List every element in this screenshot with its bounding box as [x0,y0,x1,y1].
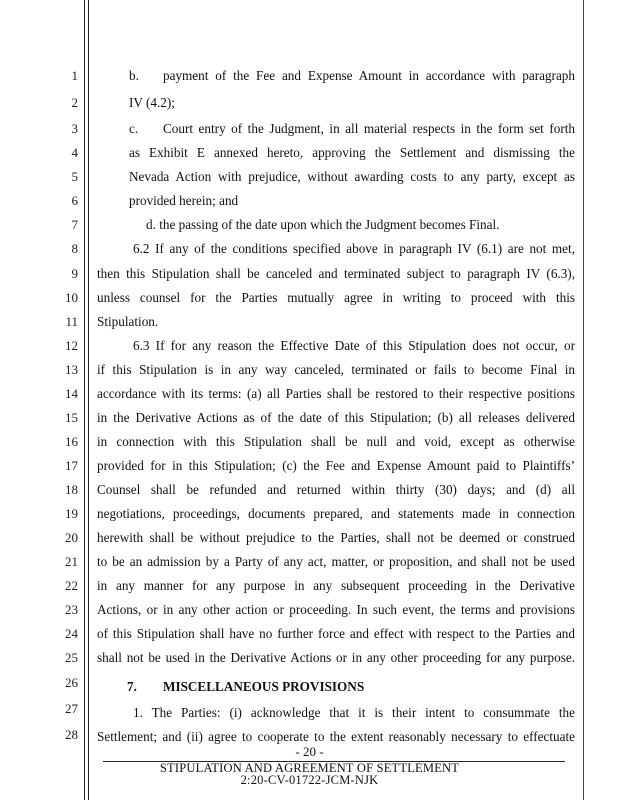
text-line: 6.3 If for any reason the Effective Date of this Stipulation does not occur, or [133,338,575,353]
text-line: in the Derivative Actions as of the date of this Stipulation; (b) all releases delivered [97,410,575,425]
line-number: 22 [65,578,78,593]
line-number: 25 [65,650,78,665]
text-line: payment of the Fee and Expense Amount in accordance with paragraph [163,68,575,83]
text-line: Settlement; and (ii) agree to cooperate to the extent reasonably necessary to effectuate [97,729,575,744]
text-line: Actions, or in any other action or proceeding. In such event, the terms and provisions [97,602,575,617]
text-line: IV (4.2); [129,95,175,110]
section-heading: MISCELLANEOUS PROVISIONS [163,679,365,694]
line-number: 6 [71,193,78,208]
text-line: negotiations, proceedings, documents prepared, and statements made in connection [97,506,575,521]
line-number: 13 [65,362,78,377]
line-number: 1 [71,68,78,83]
text-line: Nevada Action with prejudice, without awarding costs to any party, except as [129,169,575,184]
text-line: then this Stipulation shall be canceled and terminated subject to paragraph IV (6.3), [97,266,575,281]
footer-title: STIPULATION AND AGREEMENT OF SETTLEMENT [159,761,460,775]
line-number: 27 [65,701,78,716]
text-line: Stipulation. [97,314,159,329]
line-number: 7 [71,217,78,232]
line-number: 21 [65,554,78,569]
line-number: 26 [65,675,78,690]
text-line: to be an admission by a Party of any act, matter, or proposition, and shall not be used [97,554,575,569]
text-line: if this Stipulation is in any way canceled, terminated or fails to become Final in [97,362,575,377]
line-number: 11 [65,314,78,329]
text-line: 6.2 If any of the conditions specified above in paragraph IV (6.1) are not met, [133,241,575,256]
line-number: 16 [65,434,78,449]
line-number: 23 [65,602,78,617]
text-line: 1. The Parties: (i) acknowledge that it is their intent to consummate the [133,705,575,720]
line-number: 19 [65,506,78,521]
line-number: 18 [65,482,78,497]
line-number: 15 [65,410,78,425]
left-margin-rule-inner [88,0,89,800]
footer-case-number: 2:20-CV-01722-JCM-NJK [240,773,379,787]
line-number: 10 [65,290,78,305]
text-line: provided for in this Stipulation; (c) the Fee and Expense Amount paid to Plaintiffs’ [97,458,575,473]
line-number: 3 [71,121,78,136]
text-line: accordance with its terms: (a) all Parties shall be restored to their respective positions [97,386,575,401]
line-number: 2 [71,95,78,110]
line-number: 5 [71,169,78,184]
text-line: d. the passing of the date upon which the Judgment becomes Final. [146,217,500,232]
right-margin-rule [583,0,584,800]
text-line: in any manner for any purpose in any subsequent proceeding in the Derivative [97,578,575,593]
text-line: shall not be used in the Derivative Actions or in any other proceeding for any purpose. [97,650,575,665]
line-number: 9 [71,266,78,281]
line-number: 14 [65,386,78,401]
line-number: 8 [71,241,78,256]
left-margin-rule [84,0,85,800]
text-line: provided herein; and [129,193,239,208]
line-number: 24 [65,626,78,641]
list-item-label: c. [129,121,139,136]
line-number: 12 [65,338,78,353]
line-number: 4 [71,145,78,160]
text-line: Court entry of the Judgment, in all material respects in the form set forth [163,121,575,136]
text-line: as Exhibit E annexed hereto, approving the Settlement and dismissing the [129,145,575,160]
text-line: of this Stipulation shall have no further force and effect with respect to the Parties and [97,626,575,641]
page-number: - 20 - [295,744,324,759]
list-item-label: b. [129,68,139,83]
text-line: in connection with this Stipulation shall be null and void, except as otherwise [97,434,575,449]
text-line: herewith shall be without prejudice to the Parties, shall not be deemed or construed [97,530,575,545]
text-line: Counsel shall be refunded and returned within thirty (30) days; and (d) all [97,482,575,497]
line-number: 17 [65,458,78,473]
text-line: unless counsel for the Parties mutually agree in writing to proceed with this [97,290,575,305]
section-number: 7. [127,679,137,694]
line-number: 20 [65,530,78,545]
line-number: 28 [65,727,78,742]
